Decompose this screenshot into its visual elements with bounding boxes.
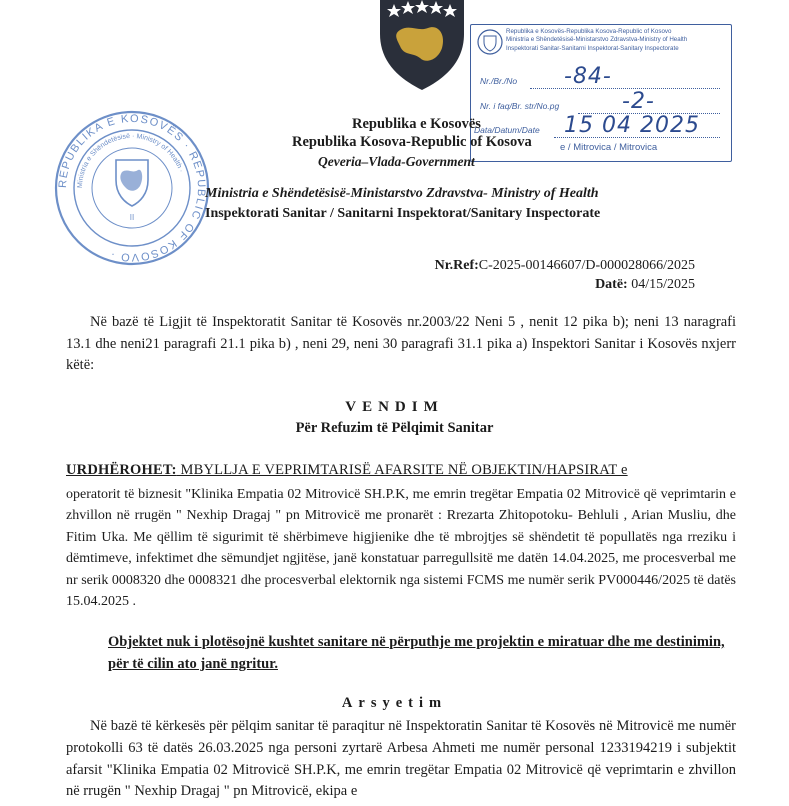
stamp-date-label: Data/Datum/Date: [474, 125, 540, 135]
reference-value: C-2025-00146607/D-000028066/2025: [478, 258, 695, 273]
stamp-number-value: -84-: [564, 64, 612, 89]
seal-inner-text: Ministria e Shëndetësisë · Ministry of Health ·: [76, 132, 185, 189]
stamp-header-line: Republika e Kosovës-Republika Kosova-Republic of Kosovo: [506, 28, 672, 35]
order-text: MBYLLJA E VEPRIMTARISË AFARSITE NË OBJEKTIN/HAPSIRAT e: [176, 462, 628, 478]
stamp-number-label: Nr./Br./No: [480, 76, 518, 86]
header-line-republic-multilingual: Republika Kosova-Republic of Kosova: [292, 134, 532, 150]
document-date: [595, 277, 695, 293]
stamp-header-line: Inspektorati Sanitar-Sanitarni Inspektorat-Sanitary Inspectorate: [506, 44, 679, 52]
official-seal-stamp: [52, 108, 212, 268]
decision-subtitle: Për Refuzim të Pëlqimit Sanitar: [295, 420, 494, 436]
reasoning-title: Arsyetim: [341, 695, 448, 711]
stamp-location-text: e / Mitrovica / Mitrovica: [560, 142, 658, 153]
body-paragraph: operatorit të biznesit "Klinika Empatia 02 Mitrovicë SH.P.K, me emrin tregëtar Empatia 02 Mitrovicë që veprimtarin e zhvillon në rrugën " Nexhip Dragaj " pn Mitrovicë me pronarët : Rrezarta Zhitopotoku- Behluli , Arian Musliu, dhe Fitim Uka. Me qëllim të sigurimit të shërbimeve higjienike dhe të mbrojtjes së shëndetit të popullatës nga rreziku i dëmtimeve, infektimet dhe sëmundjet ngjitëse, janë konstatuar parregullsitë me datën 14.04.2025, me procesverbal me nr serik 0008320 dhe 0008321 dhe procesverbal elektornik nga sistemi FCMS me numër serik PV000446/2025 të datës 15.04.2025 .: [66, 487, 736, 610]
seal-outer-text: REPUBLIKA E KOSOVËS · REPUBLIC OF KOSOVO ·: [56, 112, 208, 264]
reasoning-paragraph: Në bazë të kërkesës për pëlqim sanitar të paraqitur në Inspektoratin Sanitar të Kosovës në Mitrovicë me numër protokolli 63 të datës 26.03.2025 nga personi zyrtarë Arbesa Ahmeti me numër personal 1233194219 i subjektit afarsit "Klinika Empatia 02 Mitrovicë SH.P.K, me emrin tregëtar Empatia 02 Mitrovicë që veprimtarin e zhvillon në rrugën " Nexhip Dragaj " pn Mitrovicë, ekipa e: [66, 718, 736, 800]
header-line-republic: Republika e Kosovës: [352, 116, 481, 132]
registration-stamp-header: [506, 28, 728, 53]
stamp-pages-value: -2-: [622, 89, 655, 114]
reference-number: [435, 258, 695, 274]
intro-paragraph: Në bazë të Ligjit të Inspektoratit Sanitar të Kosovës nr.2003/22 Neni 5 , nenit 12 pika b); neni 13 naragrafi 13.1 dhe neni21 paragrafi 21.1 pika b) , neni 29, neni 30 paragrafi 31.1 pika a) Inspektori Sanitar i Kosovës nxjerr këtë:: [66, 314, 736, 374]
date-value: 04/15/2025: [631, 277, 695, 292]
stamp-date-value: 15 04 2025: [564, 113, 700, 138]
header-ministry: Ministria e Shëndetësisë-Ministarstvo Zdravstva- Ministry of Health: [205, 186, 599, 201]
seal-center-text: II: [129, 213, 135, 222]
order-line: [66, 462, 742, 479]
reference-label: Nr.Ref:: [434, 258, 479, 273]
header-inspectorate: Inspektorati Sanitar / Sanitarni Inspektorat/Sanitary Inspectorate: [205, 206, 601, 221]
stamp-emblem-icon: [476, 28, 504, 56]
order-lead: URDHËROHET:: [66, 462, 177, 478]
kosovo-coat-of-arms-icon: [376, 0, 468, 90]
stamp-pages-label: Nr. i faq/Br. str/No.pg: [480, 101, 560, 111]
finding-statement: Objektet nuk i plotësojnë kushtet sanitare në përputhje me projektin e miratuar dhe me destinimin, për të cilin ato janë ngritur.: [108, 634, 725, 672]
date-label: Datë:: [595, 277, 628, 292]
decision-title: VENDIM: [345, 399, 444, 415]
stamp-header-line: Ministria e Shëndetësisë-Ministarstvo Zdravstva-Ministry of Health: [506, 36, 688, 44]
header-government: Qeveria–Vlada-Government: [318, 154, 475, 169]
